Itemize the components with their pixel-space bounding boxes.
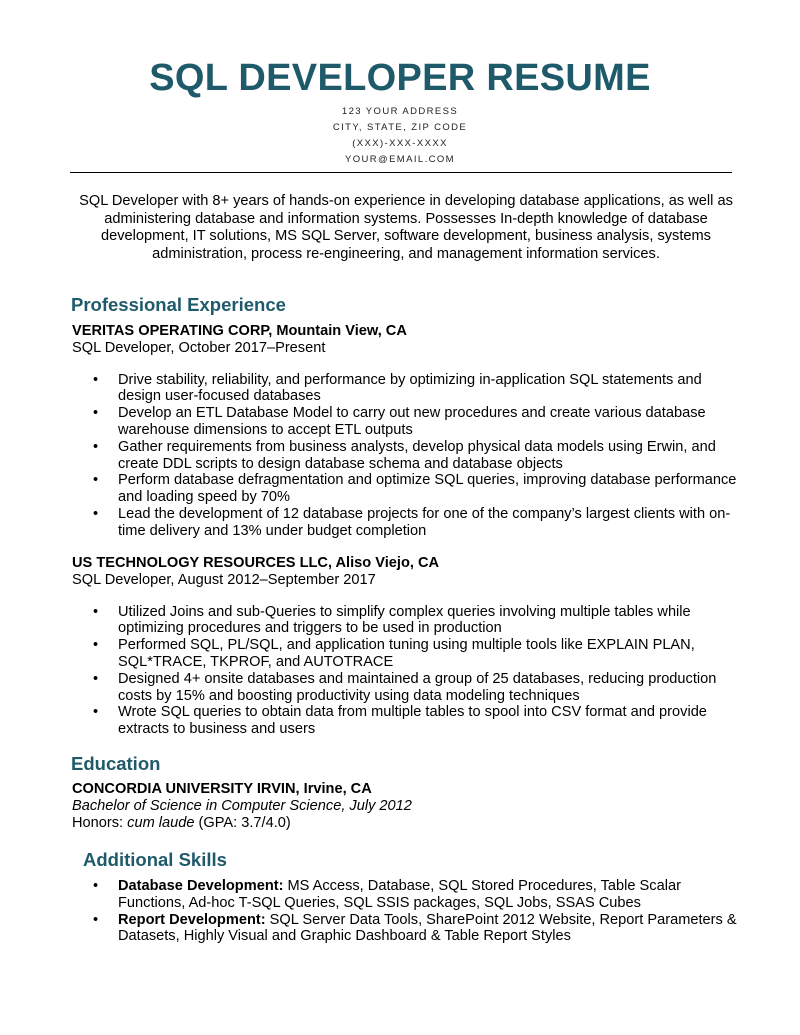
education-degree: Bachelor of Science in Computer Science, July 2012 bbox=[72, 797, 412, 814]
contact-city: CITY, STATE, ZIP CODE bbox=[332, 122, 468, 133]
skill-label: Database Development: bbox=[118, 878, 284, 894]
list-item: • Gather requirements from business analysts, develop physical data models using Erwin, and create DDL scripts to design database schema and database objects bbox=[72, 439, 742, 473]
list-item: • Develop an ETL Database Model to carry out new procedures and create various database warehouse dimensions to accept ETL outputs bbox=[72, 405, 742, 439]
skill-text: MS Access, Database, SQL Stored Procedures, Table Scalar Functions, Ad-hoc T-SQL Queries, SQL SSIS packages, SQL Jobs, SSAS Cubes bbox=[118, 878, 681, 911]
resume-title: SQL DEVELOPER RESUME bbox=[149, 57, 651, 99]
skill-text: SQL Server Data Tools, SharePoint 2012 Website, Report Parameters & Datasets, Highly Visual and Graphic Dashboard & Table Report Styles bbox=[118, 911, 737, 945]
list-item: • Drive stability, reliability, and performance by optimizing in-application SQL statements and design user-focused databases bbox=[72, 372, 742, 406]
summary-paragraph: SQL Developer with 8+ years of hands-on experience in developing database applications, as well as administering database and information systems. Possesses In-depth knowledge of database development, IT solutions, MS SQL Server, software development, business analysis, systems administration, process re-engineering, and management information services. bbox=[79, 193, 733, 262]
job-bullets bbox=[72, 372, 742, 540]
list-item: • Wrote SQL queries to obtain data from multiple tables to spool into CSV format and provide extracts to business and users bbox=[72, 704, 742, 738]
skills-bullets bbox=[72, 878, 742, 945]
honors-value: cum laude bbox=[127, 814, 195, 831]
list-item: • Designed 4+ onsite databases and maintained a group of 25 databases, reducing production costs by 15% and boosting productivity using data modeling techniques bbox=[72, 671, 742, 705]
contact-phone: (XXX)-XXX-XXXX bbox=[352, 138, 448, 149]
list-item bbox=[72, 912, 742, 946]
education-honors bbox=[72, 815, 742, 832]
job-us-technology bbox=[72, 555, 742, 738]
education-heading: Education bbox=[71, 753, 161, 774]
skills-entry bbox=[72, 878, 742, 945]
job-bullets bbox=[72, 604, 742, 738]
job-company: US TECHNOLOGY RESOURCES LLC, Aliso Viejo, CA bbox=[72, 555, 440, 571]
list-item bbox=[72, 878, 742, 912]
list-item: • Perform database defragmentation and optimize SQL queries, improving database performance and loading speed by 70% bbox=[72, 472, 742, 506]
contact-email: YOUR@EMAIL.COM bbox=[344, 154, 455, 165]
contact-address: 123 YOUR ADDRESS bbox=[341, 106, 459, 117]
education-school: CONCORDIA UNIVERSITY IRVIN, Irvine, CA bbox=[72, 781, 372, 797]
list-item: • Lead the development of 12 database projects for one of the company’s largest clients with on-time delivery and 13% under budget completion bbox=[72, 506, 742, 540]
contact-block bbox=[0, 104, 800, 168]
experience-heading: Professional Experience bbox=[71, 294, 286, 315]
header-divider bbox=[70, 172, 732, 173]
education-entry bbox=[72, 781, 742, 831]
job-veritas bbox=[72, 323, 742, 540]
list-item: • Performed SQL, PL/SQL, and application tuning using multiple tools like EXPLAIN PLAN, SQL*TRACE, TKPROF, and AUTOTRACE bbox=[72, 637, 742, 671]
honors-label: Honors: bbox=[72, 814, 128, 831]
education-gpa: (GPA: 3.7/4.0) bbox=[194, 814, 291, 831]
skill-label: Report Development: bbox=[118, 911, 266, 928]
job-role: SQL Developer, October 2017–Present bbox=[72, 339, 326, 356]
job-role: SQL Developer, August 2012–September 2017 bbox=[72, 571, 376, 588]
list-item: • Utilized Joins and sub-Queries to simplify complex queries involving multiple tables while optimizing procedures and triggers to be used in production bbox=[72, 604, 742, 638]
job-company: VERITAS OPERATING CORP, Mountain View, CA bbox=[72, 323, 407, 339]
skills-heading: Additional Skills bbox=[83, 849, 227, 870]
